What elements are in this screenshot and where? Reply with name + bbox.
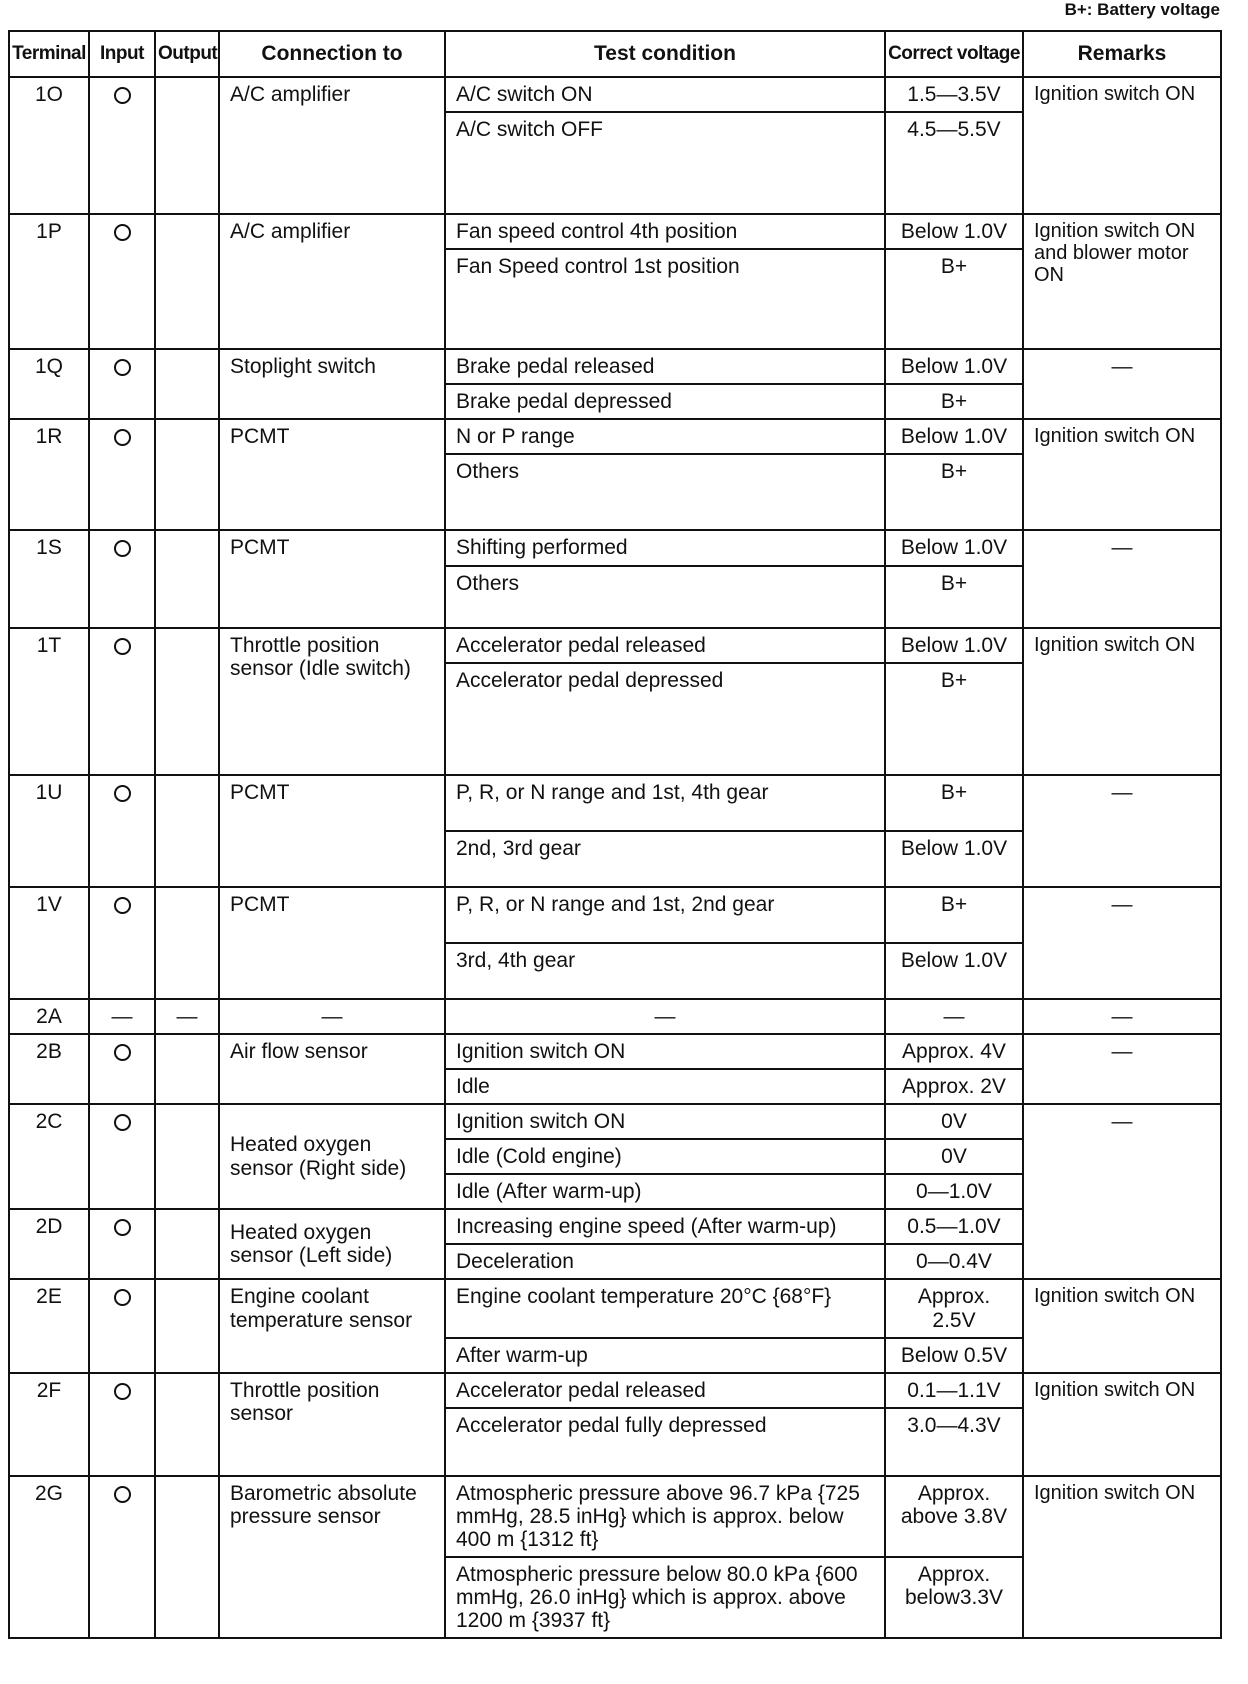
voltage-cell: 0.5—1.0V <box>885 1209 1023 1244</box>
table-row <box>9 887 1221 943</box>
voltage-cell: Below 1.0V <box>885 530 1023 565</box>
test-condition-cell: After warm-up <box>445 1338 885 1373</box>
input-cell <box>89 1279 155 1372</box>
input-mark-icon <box>114 87 131 104</box>
test-condition-cell: 2nd, 3rd gear <box>445 831 885 887</box>
test-condition-cell: Engine coolant temperature 20°C {68°F} <box>445 1279 885 1337</box>
input-cell <box>89 775 155 887</box>
test-condition-cell: Idle <box>445 1069 885 1104</box>
header-output: Output <box>155 31 219 77</box>
input-mark-icon <box>114 897 131 914</box>
voltage-cell: B+ <box>885 663 1023 775</box>
voltage-cell: B+ <box>885 249 1023 349</box>
input-mark-icon <box>114 1486 131 1503</box>
table-row <box>9 1104 1221 1139</box>
test-condition-cell: Accelerator pedal fully depressed <box>445 1408 885 1476</box>
input-cell <box>89 530 155 627</box>
input-cell <box>89 349 155 419</box>
connection-cell: PCMT <box>219 530 445 627</box>
test-condition-cell: Accelerator pedal depressed <box>445 663 885 775</box>
terminal-voltage-table <box>8 30 1222 1639</box>
input-cell <box>89 1373 155 1476</box>
battery-voltage-note: B+: Battery voltage <box>1064 0 1220 19</box>
terminal-cell: 2C <box>9 1104 89 1209</box>
input-mark-icon <box>114 1289 131 1306</box>
connection-cell: PCMT <box>219 775 445 887</box>
terminal-cell: 1T <box>9 628 89 775</box>
voltage-cell: Approx. 2V <box>885 1069 1023 1104</box>
input-cell <box>89 628 155 775</box>
terminal-cell: 1Q <box>9 349 89 419</box>
remarks-cell: Ignition switch ON <box>1023 1373 1221 1476</box>
input-mark-icon <box>114 224 131 241</box>
voltage-cell: 0.1—1.1V <box>885 1373 1023 1408</box>
test-condition-cell: Accelerator pedal released <box>445 1373 885 1408</box>
header-terminal: Terminal <box>9 31 89 77</box>
terminal-cell: 2G <box>9 1476 89 1639</box>
remarks-cell: — <box>1023 775 1221 887</box>
header-remarks: Remarks <box>1023 31 1221 77</box>
test-condition-cell: N or P range <box>445 419 885 454</box>
remarks-cell: Ignition switch ON <box>1023 628 1221 775</box>
header-row <box>9 31 1221 77</box>
connection-cell: A/C amplifier <box>219 214 445 349</box>
remarks-cell: — <box>1023 999 1221 1034</box>
remarks-cell: — <box>1023 1034 1221 1104</box>
table-row <box>9 628 1221 663</box>
voltage-cell: 0—0.4V <box>885 1244 1023 1279</box>
terminal-cell: 1R <box>9 419 89 530</box>
remarks-cell: Ignition switch ON <box>1023 77 1221 214</box>
table-row <box>9 530 1221 565</box>
output-cell <box>155 77 219 214</box>
table-row <box>9 1476 1221 1557</box>
test-condition-cell: Ignition switch ON <box>445 1034 885 1069</box>
terminal-cell: 2F <box>9 1373 89 1476</box>
connection-cell: Heated oxygen sensor (Left side) <box>219 1209 445 1279</box>
test-condition-cell: 3rd, 4th gear <box>445 943 885 999</box>
voltage-cell: B+ <box>885 454 1023 530</box>
connection-cell: PCMT <box>219 419 445 530</box>
test-condition-cell: Deceleration <box>445 1244 885 1279</box>
voltage-cell: Below 1.0V <box>885 831 1023 887</box>
input-cell <box>89 1034 155 1104</box>
test-condition-cell: Increasing engine speed (After warm-up) <box>445 1209 885 1244</box>
input-cell <box>89 419 155 530</box>
test-condition-cell: Idle (Cold engine) <box>445 1139 885 1174</box>
output-cell <box>155 349 219 419</box>
voltage-cell: 4.5—5.5V <box>885 112 1023 214</box>
test-condition-cell: P, R, or N range and 1st, 4th gear <box>445 775 885 831</box>
remarks-cell: — <box>1023 349 1221 419</box>
table-row <box>9 419 1221 454</box>
voltage-cell: 1.5—3.5V <box>885 77 1023 112</box>
remarks-cell: Ignition switch ON <box>1023 1279 1221 1372</box>
connection-cell: Air flow sensor <box>219 1034 445 1104</box>
terminal-cell: 2D <box>9 1209 89 1279</box>
test-condition-cell: — <box>445 999 885 1034</box>
header-test-condition: Test condition <box>445 31 885 77</box>
header-correct-voltage: Correct voltage <box>885 31 1023 77</box>
terminal-cell: 1O <box>9 77 89 214</box>
remarks-cell: — <box>1023 887 1221 999</box>
voltage-cell: B+ <box>885 775 1023 831</box>
input-cell <box>89 77 155 214</box>
header-connection: Connection to <box>219 31 445 77</box>
table-row <box>9 214 1221 249</box>
input-cell <box>89 214 155 349</box>
connection-cell: — <box>219 999 445 1034</box>
test-condition-cell: Idle (After warm-up) <box>445 1174 885 1209</box>
voltage-cell: 0—1.0V <box>885 1174 1023 1209</box>
test-condition-cell: A/C switch ON <box>445 77 885 112</box>
input-cell: — <box>89 999 155 1034</box>
terminal-cell: 1V <box>9 887 89 999</box>
voltage-cell: B+ <box>885 887 1023 943</box>
output-cell <box>155 1476 219 1639</box>
input-cell <box>89 1104 155 1209</box>
table-row <box>9 1034 1221 1069</box>
test-condition-cell: Fan Speed control 1st position <box>445 249 885 349</box>
voltage-cell: Approx. 4V <box>885 1034 1023 1069</box>
terminal-cell: 1S <box>9 530 89 627</box>
input-mark-icon <box>114 1383 131 1400</box>
terminal-cell: 1P <box>9 214 89 349</box>
remarks-cell: Ignition switch ON <box>1023 419 1221 530</box>
table-row <box>9 1279 1221 1337</box>
output-cell: — <box>155 999 219 1034</box>
test-condition-cell: Brake pedal depressed <box>445 384 885 419</box>
table-row <box>9 999 1221 1034</box>
voltage-cell: Below 0.5V <box>885 1338 1023 1373</box>
connection-cell: Throttle position sensor (Idle switch) <box>219 628 445 775</box>
voltage-cell: 0V <box>885 1139 1023 1174</box>
input-mark-icon <box>114 359 131 376</box>
output-cell <box>155 419 219 530</box>
connection-cell: A/C amplifier <box>219 77 445 214</box>
table-row <box>9 349 1221 384</box>
input-mark-icon <box>114 1044 131 1061</box>
table-row <box>9 77 1221 112</box>
header-input: Input <box>89 31 155 77</box>
terminal-cell: 2A <box>9 999 89 1034</box>
voltage-cell: Below 1.0V <box>885 628 1023 663</box>
connection-cell: Barometric absolute pressure sensor <box>219 1476 445 1639</box>
output-cell <box>155 1279 219 1372</box>
test-condition-cell: Fan speed control 4th position <box>445 214 885 249</box>
voltage-cell: Below 1.0V <box>885 943 1023 999</box>
connection-cell: Engine coolant temperature sensor <box>219 1279 445 1372</box>
remarks-cell: Ignition switch ON and blower motor ON <box>1023 214 1221 349</box>
input-mark-icon <box>114 1114 131 1131</box>
test-condition-cell: Brake pedal released <box>445 349 885 384</box>
remarks-cell: — <box>1023 1104 1221 1279</box>
input-mark-icon <box>114 1219 131 1236</box>
table-row <box>9 1373 1221 1408</box>
voltage-cell: Below 1.0V <box>885 349 1023 384</box>
test-condition-cell: Shifting performed <box>445 530 885 565</box>
input-cell <box>89 1209 155 1279</box>
voltage-cell: — <box>885 999 1023 1034</box>
test-condition-cell: Ignition switch ON <box>445 1104 885 1139</box>
voltage-cell: 3.0—4.3V <box>885 1408 1023 1476</box>
test-condition-cell: Others <box>445 454 885 530</box>
output-cell <box>155 628 219 775</box>
output-cell <box>155 775 219 887</box>
voltage-cell: B+ <box>885 566 1023 628</box>
connection-cell: Stoplight switch <box>219 349 445 419</box>
voltage-cell: Below 1.0V <box>885 214 1023 249</box>
test-condition-cell: Atmospheric pressure above 96.7 kPa {725 mmHg, 28.5 inHg} which is approx. below 400 m {1312 ft} <box>445 1476 885 1557</box>
output-cell <box>155 214 219 349</box>
output-cell <box>155 1034 219 1104</box>
connection-cell: Throttle position sensor <box>219 1373 445 1476</box>
table-row <box>9 775 1221 831</box>
voltage-cell: B+ <box>885 384 1023 419</box>
test-condition-cell: P, R, or N range and 1st, 2nd gear <box>445 887 885 943</box>
output-cell <box>155 887 219 999</box>
voltage-cell: Approx. above 3.8V <box>885 1476 1023 1557</box>
output-cell <box>155 530 219 627</box>
terminal-cell: 1U <box>9 775 89 887</box>
voltage-cell: 0V <box>885 1104 1023 1139</box>
input-cell <box>89 1476 155 1639</box>
test-condition-cell: Others <box>445 566 885 628</box>
terminal-cell: 2E <box>9 1279 89 1372</box>
input-mark-icon <box>114 540 131 557</box>
input-mark-icon <box>114 785 131 802</box>
terminal-cell: 2B <box>9 1034 89 1104</box>
output-cell <box>155 1104 219 1209</box>
output-cell <box>155 1209 219 1279</box>
test-condition-cell: Atmospheric pressure below 80.0 kPa {600 mmHg, 26.0 inHg} which is approx. above 1200 m {3937 ft} <box>445 1557 885 1638</box>
remarks-cell: — <box>1023 530 1221 627</box>
voltage-cell: Approx. 2.5V <box>885 1279 1023 1337</box>
input-cell <box>89 887 155 999</box>
remarks-cell: Ignition switch ON <box>1023 1476 1221 1639</box>
voltage-cell: Approx. below3.3V <box>885 1557 1023 1638</box>
test-condition-cell: Accelerator pedal released <box>445 628 885 663</box>
connection-cell: PCMT <box>219 887 445 999</box>
voltage-cell: Below 1.0V <box>885 419 1023 454</box>
input-mark-icon <box>114 638 131 655</box>
connection-cell: Heated oxygen sensor (Right side) <box>219 1104 445 1209</box>
output-cell <box>155 1373 219 1476</box>
test-condition-cell: A/C switch OFF <box>445 112 885 214</box>
input-mark-icon <box>114 429 131 446</box>
